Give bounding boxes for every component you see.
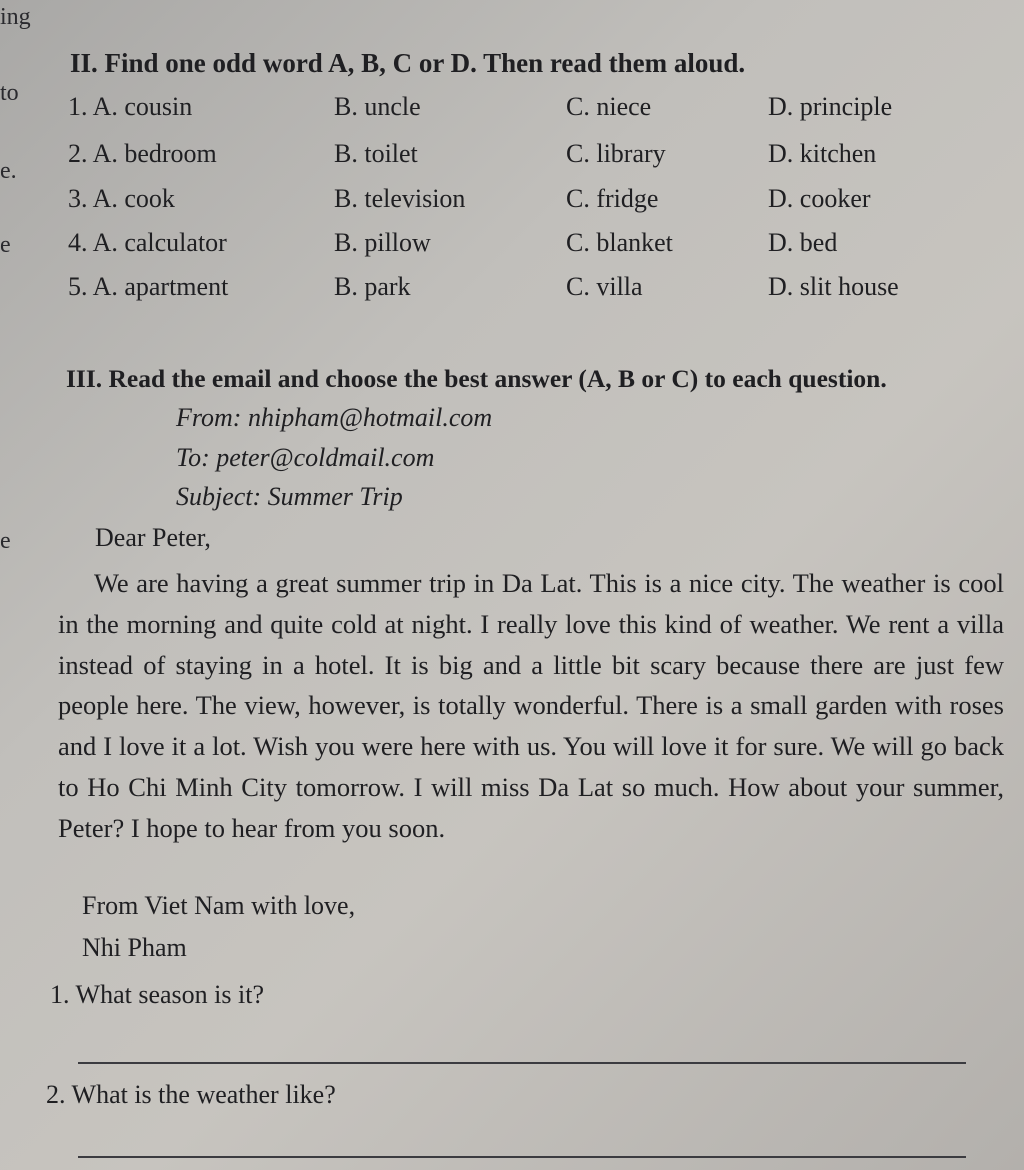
option-c: C. fridge (566, 184, 659, 213)
option-a: 3. A. cook (68, 184, 175, 213)
email-subject: Subject: Summer Trip (176, 482, 403, 511)
email-signature: Nhi Pham (82, 933, 187, 962)
option-b: B. park (334, 272, 411, 301)
option-c: C. niece (566, 92, 652, 121)
email-body: We are having a great summer trip in Da Lat. This is a nice city. The weather is cool in the morning and quite cold at night. I really love this kind of weather. We rent a villa instead of staying in a hotel. It is big and a little bit scary because there are just few people here. The view, however, is totally wonderful. There is a small garden with roses and I love it a lot. Wish you were here with us. You will love it for sure. We will go back to Ho Chi Minh City tomorrow. I will miss Da Lat so much. How about your summer, Peter? I hope to hear from you soon. (58, 568, 1004, 843)
margin-fragment: e. (0, 158, 17, 184)
option-a: 2. A. bedroom (68, 139, 217, 168)
option-d: D. bed (768, 228, 838, 257)
option-row-4 (68, 228, 968, 268)
question-2: 2. What is the weather like? (46, 1080, 336, 1109)
option-row-2 (68, 139, 968, 179)
option-c: C. blanket (566, 228, 673, 257)
option-row-1 (68, 92, 968, 132)
answer-line-1[interactable] (78, 1062, 966, 1064)
option-c: C. villa (566, 272, 643, 301)
option-d: D. slit house (768, 272, 899, 301)
option-a: 5. A. apartment (68, 272, 229, 301)
margin-fragment: ing (0, 4, 31, 30)
option-a: 1. A. cousin (68, 92, 193, 121)
email-closing: From Viet Nam with love, (82, 891, 356, 920)
margin-fragment: to (0, 80, 19, 106)
option-c: C. library (566, 139, 666, 168)
option-d: D. principle (768, 92, 893, 121)
option-a: 4. A. calculator (68, 228, 227, 257)
email-to: To: peter@coldmail.com (176, 443, 435, 472)
option-d: D. cooker (768, 184, 871, 213)
option-row-5 (68, 272, 968, 312)
option-d: D. kitchen (768, 139, 877, 168)
exercise-3-title: III. Read the email and choose the best answer (A, B or C) to each question. (66, 364, 887, 393)
margin-fragment: e (0, 232, 11, 258)
option-b: B. television (334, 184, 466, 213)
answer-line-2[interactable] (78, 1156, 966, 1158)
exercise-2-title: II. Find one odd word A, B, C or D. Then read them aloud. (70, 48, 746, 78)
option-row-3 (68, 184, 968, 224)
option-b: B. toilet (334, 139, 418, 168)
question-1: 1. What season is it? (50, 980, 264, 1009)
option-b: B. pillow (334, 228, 431, 257)
email-from: From: nhipham@hotmail.com (176, 403, 493, 432)
option-b: B. uncle (334, 92, 421, 121)
margin-fragment: e (0, 528, 11, 554)
email-greeting: Dear Peter, (95, 523, 211, 552)
